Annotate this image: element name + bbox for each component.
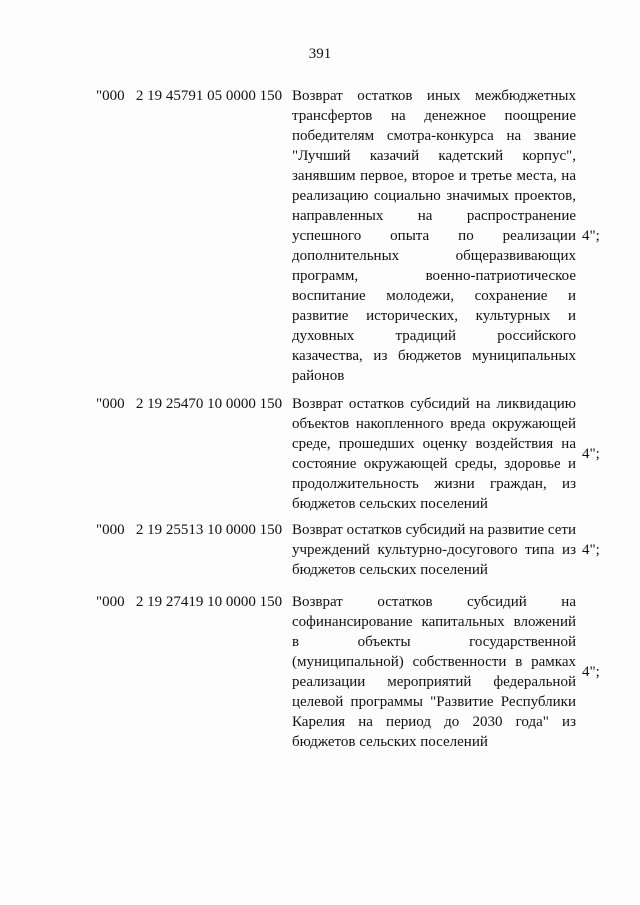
description-line: воспитание молодежи, сохранение и <box>292 288 576 304</box>
entry-suffix: 4"; <box>582 542 600 558</box>
description-line: Возврат остатков субсидий на развитие сети <box>292 522 576 538</box>
description-line: реализацию социально значимых проектов, <box>292 188 576 204</box>
budget-code: "000 2 19 45791 05 0000 150 <box>96 88 283 104</box>
entry-description <box>292 520 576 580</box>
description-line: районов <box>292 368 345 384</box>
description-line: занявшим первое, второе и третье места, на <box>292 168 576 184</box>
description-line: (муниципальной) собственности в рамках <box>292 654 576 670</box>
description-line: казачества, из бюджетов муниципальных <box>292 348 576 364</box>
description-line: софинансирование капитальных вложений <box>292 614 576 630</box>
description-line: Карелия на период до 2030 года" из <box>292 714 576 730</box>
page-number: 391 <box>308 46 332 62</box>
description-line: успешного опыта по реализации <box>292 228 576 244</box>
description-line: среде, прошедших оценку воздействия на <box>292 436 576 452</box>
description-line: Возврат остатков субсидий на <box>292 594 576 610</box>
description-line: победителям смотра-конкурса на звание <box>292 128 576 144</box>
budget-code: "000 2 19 27419 10 0000 150 <box>96 594 283 610</box>
budget-code: "000 2 19 25470 10 0000 150 <box>96 396 283 412</box>
description-line: бюджетов сельских поселений <box>292 562 488 578</box>
description-line: целевой программы "Развитие Республики <box>292 694 576 710</box>
entry-suffix: 4"; <box>582 228 600 244</box>
description-line: программ, военно-патриотическое <box>292 268 576 284</box>
description-line: бюджетов сельских поселений <box>292 496 488 512</box>
entry-suffix: 4"; <box>582 446 600 462</box>
description-line: продолжительность жизни граждан, из <box>292 476 576 492</box>
description-line: духовных традиций российского <box>292 328 576 344</box>
description-line: дополнительных общеразвивающих <box>292 248 576 264</box>
budget-code: "000 2 19 25513 10 0000 150 <box>96 522 283 538</box>
description-line: Возврат остатков иных межбюджетных <box>292 88 576 104</box>
description-line: состояние окружающей среды, здоровье и <box>292 456 576 472</box>
entry-description <box>292 592 576 752</box>
description-line: направленных на распространение <box>292 208 576 224</box>
entry-suffix: 4"; <box>582 664 600 680</box>
description-line: в объекты государственной <box>292 634 576 650</box>
description-line: реализации мероприятий федеральной <box>292 674 576 690</box>
description-line: учреждений культурно-досугового типа из <box>292 542 576 558</box>
description-line: "Лучший казачий кадетский корпус", <box>292 148 576 164</box>
description-line: бюджетов сельских поселений <box>292 734 488 750</box>
entry-description <box>292 394 576 514</box>
description-line: трансфертов на денежное поощрение <box>292 108 576 124</box>
entry-description <box>292 86 576 386</box>
description-line: Возврат остатков субсидий на ликвидацию <box>292 396 576 412</box>
description-line: объектов накопленного вреда окружающей <box>292 416 576 432</box>
description-line: развитие исторических, культурных и <box>292 308 576 324</box>
